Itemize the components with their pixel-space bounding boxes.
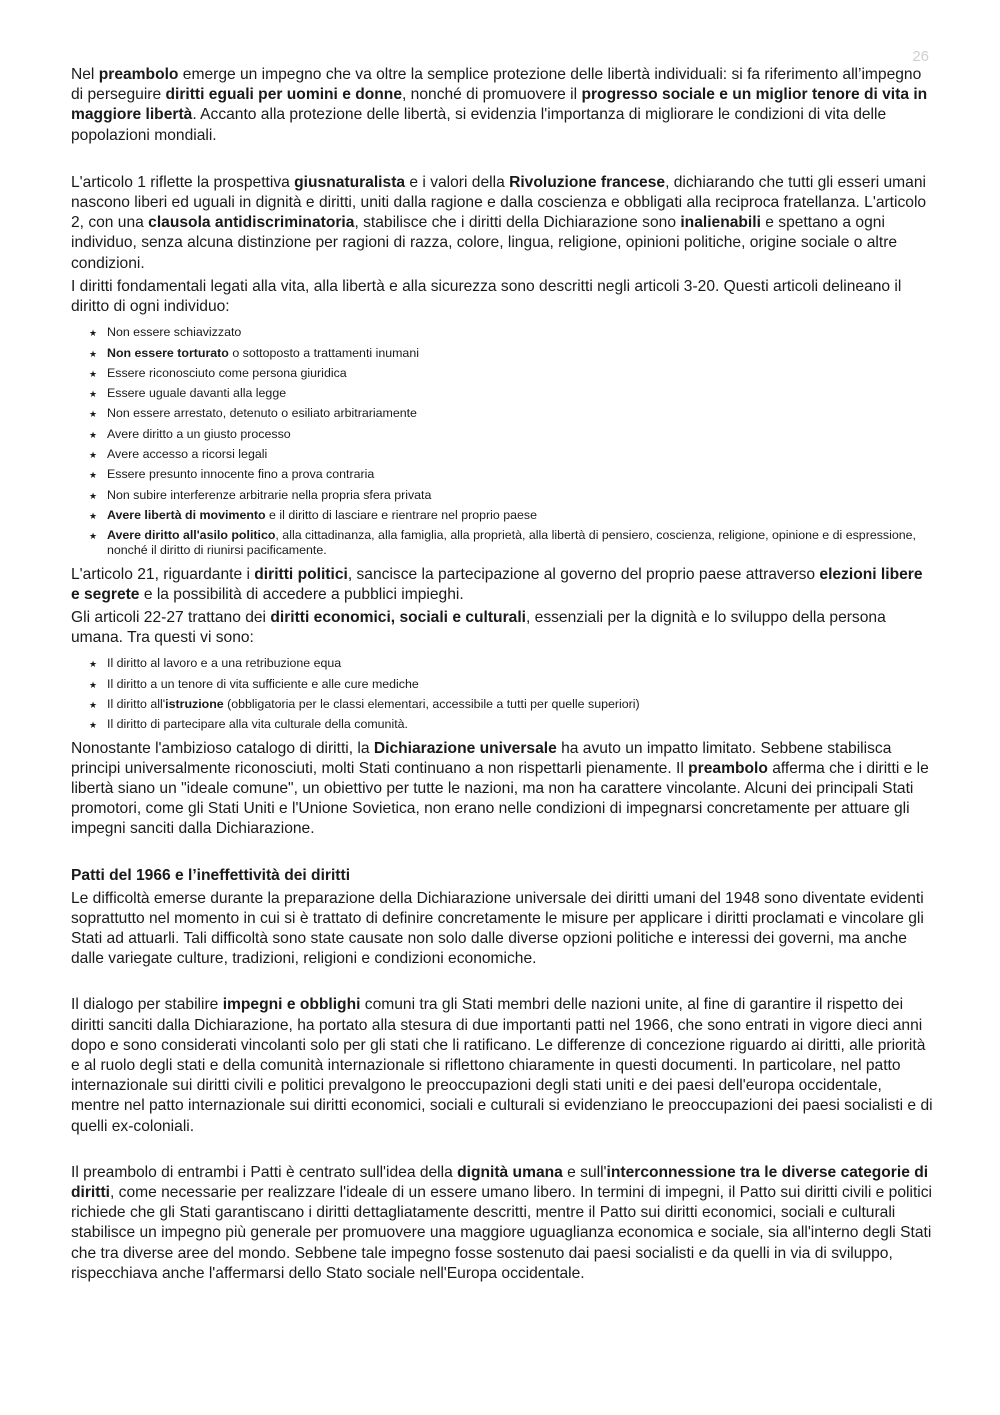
bold-text: Rivoluzione francese — [509, 173, 666, 191]
star-bullet-icon: ★ — [89, 720, 98, 731]
list-item — [89, 426, 933, 442]
bold-text: diritti eguali per uomini e donne — [165, 86, 403, 104]
bold-text: progresso sociale e un miglior tenore di vita in maggiore libertà — [71, 86, 928, 124]
list-item — [89, 386, 933, 401]
text-run: , alla cittadinanza, alla famiglia, alla proprietà, alla libertà di pensiero, coscienza, religione, opinione e di espressione, nonché il diritto di riunirsi pacificamente. — [107, 528, 916, 558]
star-bullet-icon: ★ — [89, 490, 98, 501]
list-item — [89, 487, 933, 503]
list-diritti-individuali — [71, 325, 933, 558]
page-content — [71, 65, 933, 1284]
text-run: , stabilisce che i diritti della Dichiarazione sono — [354, 214, 681, 232]
list-diritti-economici — [71, 656, 933, 732]
text-run: Il dialogo per stabilire — [71, 996, 223, 1014]
bold-text: preambolo — [688, 759, 768, 777]
paragraph-articoli-1-2 — [71, 173, 933, 274]
list-item — [89, 507, 933, 523]
text-run: Il diritto a un tenore di vita sufficiente e alle cure mediche — [107, 676, 419, 691]
text-run: , come necessarie per realizzare l'ideale di un essere umano libero. In termini di impegni, il Patto sui diritti civili e politici richiede che gli Stati garantiscano i diritti dettagliatamente descritti, mentre il Patto sui diritti economici, sociali e culturali stabilisce un impegno più generale per promuovere una maggiore uguaglianza economica e sociale, sia all'interno degli Stati che tra diverse aree del mondo. Sebbene tale impegno fosse sostenuto dai paesi socialisti e da quelli in via di sviluppo, rispecchiava anche l'affermarsi dello Stato sociale nell'Europa occidentale. — [71, 1183, 932, 1282]
list-item — [89, 528, 933, 558]
star-bullet-icon: ★ — [89, 510, 98, 521]
paragraph-preambolo-patti — [71, 1163, 933, 1284]
star-bullet-icon: ★ — [89, 389, 98, 400]
star-bullet-icon: ★ — [89, 429, 98, 440]
list-item — [89, 325, 933, 340]
text-run: Il preambolo di entrambi i Patti è centrato sull'idea della — [71, 1163, 458, 1181]
list-item — [89, 406, 933, 421]
text-run: Avere diritto a un giusto processo — [107, 426, 291, 441]
text-run: , sancisce la partecipazione al governo del proprio paese attraverso — [347, 565, 820, 583]
text-run: Essere presunto innocente fino a prova contraria — [107, 467, 375, 482]
paragraph-articoli-22-27 — [71, 608, 933, 648]
list-item — [89, 365, 933, 381]
star-bullet-icon: ★ — [89, 659, 98, 670]
text-run: Essere uguale davanti alla legge — [107, 386, 287, 401]
text-run: e sull' — [562, 1163, 607, 1181]
bold-text: impegni e obblighi — [222, 996, 361, 1014]
bold-text: interconnessione tra le diverse categorie di diritti — [71, 1163, 929, 1201]
text-run: o sottoposto a trattamenti inumani — [228, 345, 419, 360]
text-run: L'articolo 21, riguardante i — [71, 565, 255, 583]
text-run: Non essere schiavizzato — [107, 325, 242, 340]
text-run: Avere accesso a ricorsi legali — [107, 447, 268, 462]
list-item — [89, 676, 933, 692]
text-run: I diritti fondamentali legati alla vita, alla libertà e alla sicurezza sono descritti negli articoli 3-20. Questi articoli delineano il diritto di ogni individuo: — [71, 277, 902, 316]
text-run: Il diritto al lavoro e a una retribuzione equa — [107, 656, 342, 671]
star-bullet-icon: ★ — [89, 470, 98, 481]
star-bullet-icon: ★ — [89, 450, 98, 461]
text-run: ha avuto un impatto limitato. Sebbene stabilisca principi universalmente riconosciuti, molti Stati continuano a non rispettarli pienamente. Il — [71, 739, 892, 777]
text-run: , essenziali per la dignità e lo sviluppo della persona umana. Tra questi vi sono: — [71, 609, 886, 647]
text-run: Non subire interferenze arbitrarie nella propria sfera privata — [107, 487, 432, 502]
bold-text: clausola antidiscriminatoria — [148, 214, 355, 232]
list-item — [89, 447, 933, 462]
text-run: Il diritto di partecipare alla vita culturale della comunità. — [107, 717, 408, 732]
list-item — [89, 656, 933, 671]
paragraph-articoli-3-20 — [71, 277, 933, 317]
star-bullet-icon: ★ — [89, 348, 98, 359]
text-run: Gli articoli 22-27 trattano dei — [71, 609, 271, 627]
bold-text: diritti economici, sociali e culturali — [270, 609, 526, 627]
star-bullet-icon: ★ — [89, 368, 98, 379]
text-run: comuni tra gli Stati membri delle nazioni unite, al fine di garantire il rispetto dei diritti sanciti dalla Dichiarazione, ha portato alla stesura di due importanti patti nel 1966, che sono entrati in vigore dieci anni dopo e sono considerati vincolanti solo per gli stati che li ratificano. Le differenze di concezione riguardo ai diritti, alle priorità e al ruolo degli stati e della comunità internazionale si riflettono chiaramente in questi documenti. In particolare, nel patto internazionale sui diritti civili e politici prevalgono le preoccupazioni degli stati uniti e dei paesi dell'europa occidentale, mentre nel patto internazionale sui diritti economici, sociali e culturali si evidenziano le preoccupazioni dei paesi socialisti e di quelli ex-coloniali. — [71, 996, 933, 1135]
text-run: afferma che i diritti e le libertà siano un "ideale comune", un obiettivo per tutte le nazioni, ma non ha carattere vincolante. Alcuni dei principali Stati promotori, come gli Stati Uniti e l'Unione Sovietica, non erano nelle condizioni di impegnarsi concretamente per attuare gli impegni sanciti dalla Dichiarazione. — [71, 759, 929, 838]
bold-text: Dichiarazione universale — [373, 739, 557, 757]
paragraph-preambolo — [71, 65, 933, 146]
bold-text: istruzione — [165, 697, 224, 712]
bold-text: Avere libertà di movimento — [107, 507, 266, 522]
text-run: Le difficoltà emerse durante la preparazione della Dichiarazione universale dei diritti umani del 1948 sono diventate evidenti soprattutto nel momento in cui si è trattato di definire concretamente le misure per applicare i diritti proclamati e vincolare gli Stati ad attuarli. Tali difficoltà sono state causate non solo dalle diverse opzioni politiche e interessi dei governi, ma anche dalle variegate culture, tradizioni, religioni e condizioni economiche. — [71, 889, 924, 968]
text-run: . Accanto alla protezione delle libertà, si evidenzia l'importanza di migliorare le condizioni di vita delle popolazioni mondiali. — [71, 106, 887, 144]
text-run: L'articolo 1 riflette la prospettiva — [71, 173, 295, 191]
text-run: Nonostante l'ambizioso catalogo di diritti, la — [71, 739, 374, 757]
star-bullet-icon: ★ — [89, 328, 98, 339]
bold-text: dignità umana — [457, 1163, 563, 1181]
text-run: e la possibilità di accedere a pubblici impieghi. — [139, 585, 464, 603]
text-run: e i valori della — [405, 173, 510, 191]
star-bullet-icon: ★ — [89, 700, 98, 711]
list-item — [89, 717, 933, 732]
list-item — [89, 467, 933, 482]
bold-text: Avere diritto all'asilo politico — [107, 528, 276, 543]
bold-text: inalienabili — [680, 214, 761, 232]
paragraph-impatto-limitato — [71, 739, 933, 840]
section-title: Patti del 1966 e l’ineffettività dei diritti — [71, 866, 351, 884]
list-item — [89, 697, 933, 712]
text-run: Essere riconosciuto come persona giuridica — [107, 365, 347, 380]
star-bullet-icon: ★ — [89, 679, 98, 690]
bold-text: preambolo — [98, 66, 179, 83]
text-run: , nonché di promuovere il — [402, 86, 582, 104]
star-bullet-icon: ★ — [89, 409, 98, 420]
text-run: Non essere arrestato, detenuto o esiliato arbitrariamente — [107, 406, 417, 421]
paragraph-dialogo — [71, 995, 933, 1136]
paragraph-articolo-21 — [71, 565, 933, 605]
text-run: Nel — [71, 66, 99, 83]
bold-text: giusnaturalista — [294, 173, 406, 191]
list-item — [89, 345, 933, 361]
text-run: (obbligatoria per le classi elementari, accessibile a tutti per quelle superiori) — [223, 697, 640, 712]
bold-text: Non essere torturato — [107, 345, 229, 360]
star-bullet-icon: ★ — [89, 531, 98, 542]
text-run: , dichiarando che tutti gli esseri umani nascono liberi ed uguali in dignità e diritti, uniti dalla ragione e dalla coscienza e obbligati alla reciproca fratellanza. L'articolo 2, con una — [71, 173, 927, 232]
bold-text: elezioni libere e segrete — [71, 565, 923, 603]
text-run: e il diritto di lasciare e rientrare nel proprio paese — [265, 507, 537, 522]
page-number: 26 — [912, 48, 929, 65]
text-run: e spettano a ogni individuo, senza alcuna distinzione per ragioni di razza, colore, lingua, religione, opinioni politiche, origine sociale o altre condizioni. — [71, 214, 898, 272]
text-run: Il diritto all' — [107, 697, 166, 712]
bold-text: diritti politici — [254, 565, 348, 583]
paragraph-difficolta — [71, 889, 933, 970]
text-run: emerge un impegno che va oltre la semplice protezione delle libertà individuali: si fa riferimento all’impegno di perseguire — [71, 66, 922, 104]
